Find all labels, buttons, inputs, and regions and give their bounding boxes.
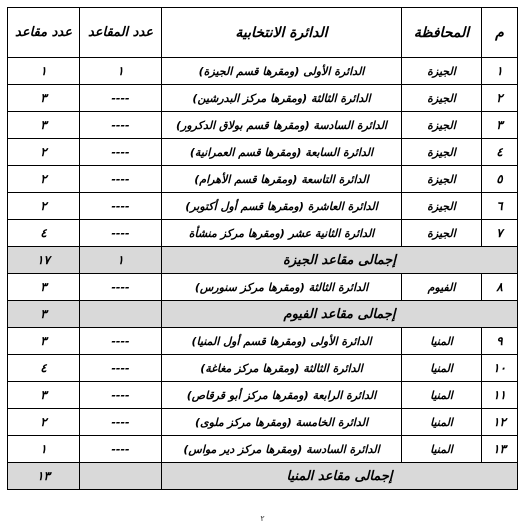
table-row [8,58,518,85]
row-governorate: المنيا [402,436,482,463]
header-seats: عدد المقاعد [80,8,162,58]
row-governorate: المنيا [402,382,482,409]
row-district: الدائرة الأولى (ومقرها قسم الجيزة) [162,58,402,85]
row-index: ٦ [482,193,518,220]
row-seats: ---- [80,436,162,463]
row-seats: ---- [80,193,162,220]
total-label-fayoum: إجمالى مقاعد الفيوم [162,301,518,328]
total-label-minya: إجمالى مقاعد المنيا [162,463,518,490]
table-row [8,112,518,139]
total-seats-fayoum [80,301,162,328]
row-district: الدائرة العاشرة (ومقرها قسم أول أكتوبر) [162,193,402,220]
row-index: ١٢ [482,409,518,436]
row-governorate: الجيزة [402,112,482,139]
row-district: الدائرة الثالثة (ومقرها مركز البدرشين) [162,85,402,112]
row-governorate: الجيزة [402,139,482,166]
row-district: الدائرة الثالثة (ومقرها مركز سنورس) [162,274,402,301]
row-governorate: الجيزة [402,220,482,247]
row-governorate: المنيا [402,355,482,382]
row-total-seats: ٣ [8,328,80,355]
row-seats: ---- [80,409,162,436]
table-row [8,436,518,463]
row-seats: ---- [80,139,162,166]
row-index: ١٠ [482,355,518,382]
row-index: ٩ [482,328,518,355]
page-number: ٢ [260,514,265,523]
table-row [8,355,518,382]
row-governorate: المنيا [402,328,482,355]
row-seats: ---- [80,274,162,301]
table-row [8,409,518,436]
row-seats: ---- [80,166,162,193]
row-index: ٣ [482,112,518,139]
row-index: ١١ [482,382,518,409]
row-district: الدائرة السادسة (ومقرها قسم بولاق الدكرور) [162,112,402,139]
total-row-fayoum [8,301,518,328]
row-governorate: الجيزة [402,58,482,85]
row-governorate: الجيزة [402,193,482,220]
table-row [8,382,518,409]
header-total-seats: عدد مقاعد [8,8,80,58]
row-seats: ---- [80,328,162,355]
row-governorate: الفيوم [402,274,482,301]
total-seats-minya [80,463,162,490]
row-seats: ---- [80,382,162,409]
row-total-seats: ٣ [8,112,80,139]
row-total-seats: ٢ [8,166,80,193]
row-district: الدائرة الخامسة (ومقرها مركز ملوى) [162,409,402,436]
table-header-row [8,8,518,58]
row-total-seats: ٤ [8,355,80,382]
total-count-minya: ١٣ [8,463,80,490]
table-row [8,166,518,193]
row-total-seats: ١ [8,58,80,85]
header-governorate: المحافظة [402,8,482,58]
table-row [8,220,518,247]
row-district: الدائرة الأولى (ومقرها قسم أول المنيا) [162,328,402,355]
table-row [8,193,518,220]
giza-rows [8,58,518,247]
header-district: الدائرة الانتخابية [162,8,402,58]
row-seats: ---- [80,220,162,247]
row-governorate: المنيا [402,409,482,436]
row-index: ٥ [482,166,518,193]
row-district: الدائرة الثالثة (ومقرها مركز مغاغة) [162,355,402,382]
table-row [8,139,518,166]
row-seats: ---- [80,355,162,382]
total-seats-giza: ١ [80,247,162,274]
row-total-seats: ١ [8,436,80,463]
total-label-giza: إجمالى مقاعد الجيزة [162,247,518,274]
fayoum-rows [8,274,518,301]
row-index: ٧ [482,220,518,247]
row-total-seats: ٢ [8,193,80,220]
table-row [8,328,518,355]
row-seats: ١ [80,58,162,85]
row-index: ٢ [482,85,518,112]
total-count-giza: ١٧ [8,247,80,274]
row-district: الدائرة الرابعة (ومقرها مركز أبو قرقاص) [162,382,402,409]
row-total-seats: ٣ [8,382,80,409]
total-row-minya [8,463,518,490]
header-index: م [482,8,518,58]
row-district: الدائرة السادسة (ومقرها مركز دير مواس) [162,436,402,463]
row-index: ١٣ [482,436,518,463]
row-district: الدائرة التاسعة (ومقرها قسم الأهرام) [162,166,402,193]
table-row [8,274,518,301]
row-index: ٤ [482,139,518,166]
row-total-seats: ٣ [8,85,80,112]
row-governorate: الجيزة [402,166,482,193]
minya-rows [8,328,518,463]
row-index: ٨ [482,274,518,301]
row-district: الدائرة الثانية عشر (ومقرها مركز منشأة [162,220,402,247]
row-total-seats: ٤ [8,220,80,247]
row-district: الدائرة السابعة (ومقرها قسم العمرانية) [162,139,402,166]
electoral-districts-table [7,7,518,490]
row-total-seats: ٣ [8,274,80,301]
total-row-giza [8,247,518,274]
row-governorate: الجيزة [402,85,482,112]
row-seats: ---- [80,85,162,112]
row-seats: ---- [80,112,162,139]
table-row [8,85,518,112]
row-total-seats: ٢ [8,139,80,166]
row-index: ١ [482,58,518,85]
total-count-fayoum: ٣ [8,301,80,328]
row-total-seats: ٢ [8,409,80,436]
